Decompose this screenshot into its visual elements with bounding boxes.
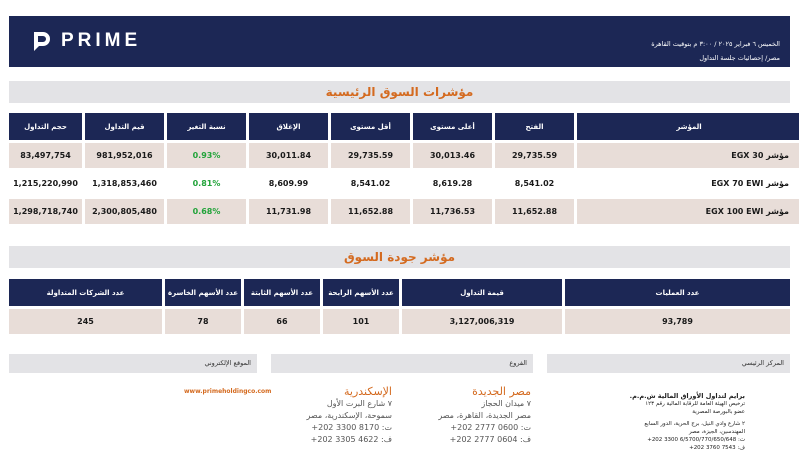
headquarters-address <box>630 392 745 452</box>
cell-gainers: 101 <box>323 309 399 334</box>
col-change: نسبة التغير <box>167 113 246 140</box>
cell-losers: 78 <box>165 309 241 334</box>
branch-phone: ت: 0600 2777 202+ <box>450 423 531 432</box>
hq-fax: ف: 7543 3760 202+ <box>689 445 745 451</box>
report-subtitle: مصر/ إحصائيات جلسة التداول <box>699 54 780 62</box>
cell-high: 30,013.46 <box>413 143 492 168</box>
cell-volume: 1,298,718,740 <box>9 199 82 224</box>
cell-close: 11,731.98 <box>249 199 328 224</box>
table-row <box>9 143 799 168</box>
session-date: الخميس ٦ فبراير ٢٠٢٥ / ٣:٠٠ م بتوقيت القاهرة <box>651 40 780 48</box>
col-trades: عدد العمليات <box>565 279 790 306</box>
headquarters-label: المركز الرئيسي <box>547 354 790 373</box>
brand-name: PRIME <box>61 30 142 51</box>
main-indices-header-row <box>9 113 799 140</box>
branch-heliopolis <box>438 385 531 446</box>
branch-alexandria <box>307 385 392 446</box>
cell-index-name: مؤشر EGX 30 <box>577 143 799 168</box>
website-label: الموقع الإلكتروني <box>9 354 257 373</box>
company-name: برايم لتداول الأوراق المالية ش.م.م. <box>629 392 745 400</box>
cell-volume: 1,215,220,990 <box>13 179 78 188</box>
cell-turnover: 3,127,006,319 <box>402 309 562 334</box>
col-unchanged: عدد الأسهم الثابتة <box>244 279 320 306</box>
cell-low: 8,541.02 <box>350 179 391 188</box>
main-indices-title-bar <box>9 81 790 103</box>
cell-open: 8,541.02 <box>514 179 555 188</box>
website-link[interactable]: www.primeholdingco.com <box>184 388 272 395</box>
hq-phone: ت: 6/5700/770/650/648 3300 202+ <box>647 437 745 443</box>
market-quality-header-row <box>9 279 790 306</box>
col-companies: عدد الشركات المتداولة <box>9 279 162 306</box>
cell-open: 11,652.88 <box>495 199 574 224</box>
col-value: قيم التداول <box>85 113 164 140</box>
cell-trades: 93,789 <box>565 309 790 334</box>
market-quality-title-bar <box>9 246 790 268</box>
cell-close: 8,609.99 <box>268 179 309 188</box>
cell-close: 30,011.84 <box>249 143 328 168</box>
cell-index-name: مؤشر EGX 70 EWI <box>711 179 789 188</box>
branch-address-line: ٧ ميدان الحجاز <box>481 399 531 408</box>
branch-city: الإسكندرية <box>344 385 392 398</box>
col-turnover: قيمة التداول <box>402 279 562 306</box>
branch-address-line: مصر الجديدة، القاهرة، مصر <box>438 411 531 420</box>
cell-companies: 245 <box>9 309 162 334</box>
branch-city: مصر الجديدة <box>472 385 531 398</box>
col-losers: عدد الأسهم الخاسرة <box>165 279 241 306</box>
cell-value: 981,952,016 <box>85 143 164 168</box>
cell-change: 0.68% <box>167 199 246 224</box>
cell-value: 2,300,805,480 <box>85 199 164 224</box>
main-indices-title: مؤشرات السوق الرئيسية <box>325 85 474 99</box>
branch-fax: ف: 4622 3305 202+ <box>310 435 392 444</box>
col-index: المؤشر <box>577 113 799 140</box>
branch-address-line: سموحة، الإسكندرية، مصر <box>306 411 392 420</box>
cell-open: 29,735.59 <box>495 143 574 168</box>
col-open: الفتح <box>495 113 574 140</box>
col-low: أقل مستوى <box>331 113 410 140</box>
header-banner <box>9 16 790 67</box>
main-indices-table <box>6 110 799 227</box>
cell-change: 0.93% <box>167 143 246 168</box>
market-quality-table <box>6 276 793 337</box>
market-quality-title: مؤشر جودة السوق <box>343 250 456 264</box>
hq-address-line: المهندسين، الجيزة، مصر <box>688 429 745 435</box>
hq-address-line: ٢ شارع وادي النيل، برج الحرية، الدور السابع <box>644 421 745 427</box>
cell-change: 0.81% <box>192 179 221 188</box>
brand-logo[interactable] <box>31 30 141 52</box>
cell-low: 29,735.59 <box>331 143 410 168</box>
table-row <box>9 309 790 334</box>
cell-high: 11,736.53 <box>413 199 492 224</box>
prime-logo-icon <box>31 30 51 52</box>
cell-high: 8,619.28 <box>432 179 473 188</box>
branches-label: الفروع <box>271 354 533 373</box>
table-row <box>9 171 799 196</box>
col-close: الإغلاق <box>249 113 328 140</box>
col-volume: حجم التداول <box>9 113 82 140</box>
cell-index-name: مؤشر EGX 100 EWI <box>577 199 799 224</box>
table-row <box>9 199 799 224</box>
col-gainers: عدد الأسهم الرابحة <box>323 279 399 306</box>
branch-fax: ف: 0604 2777 202+ <box>449 435 531 444</box>
cell-low: 11,652.88 <box>331 199 410 224</box>
cell-value: 1,318,853,460 <box>92 179 157 188</box>
license-line: ترخيص الهيئة العامة للرقابة المالية رقم ١٢٣ <box>645 401 745 407</box>
cell-unchanged: 66 <box>244 309 320 334</box>
cell-volume: 83,497,754 <box>9 143 82 168</box>
col-high: أعلى مستوى <box>413 113 492 140</box>
branch-phone: ت: 8170 3300 202+ <box>311 423 392 432</box>
membership-line: عضو بالبورصة المصرية <box>692 409 745 415</box>
branch-address-line: ٧ شارع البرت الأول <box>326 399 392 408</box>
